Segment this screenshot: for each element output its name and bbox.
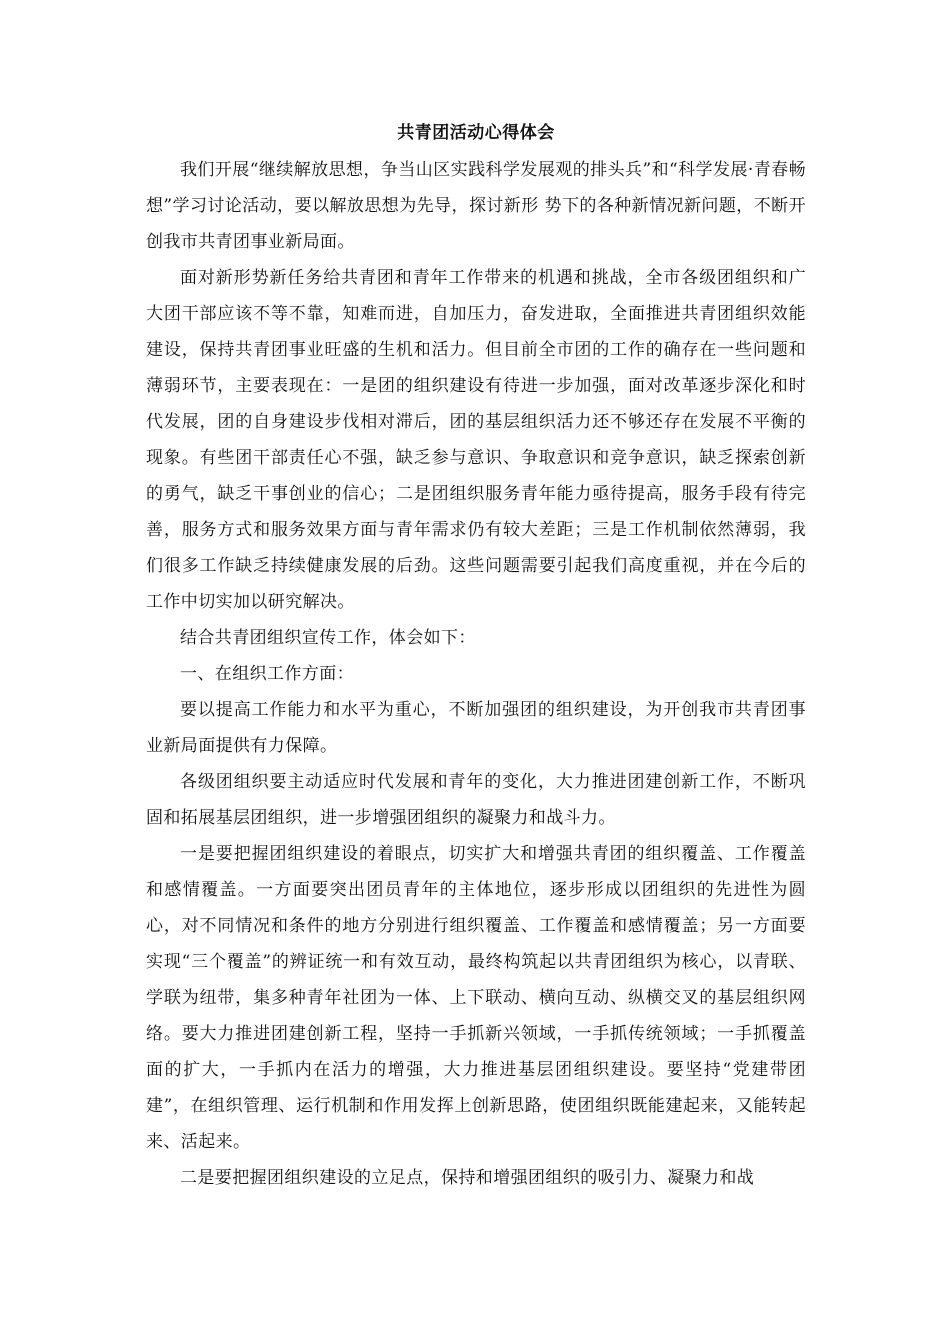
document-body [146,122,806,1196]
paragraph-3: 结合共青团组织宣传工作，体会如下： [180,628,476,648]
paragraph-6: 各级团组织要主动适应时代发展和青年的变化，大力推进团建创新工作，不断巩固和拓展基层团组织，进一步增强团组织的凝聚力和战斗力。 [146,772,806,828]
paragraph-5: 要以提高工作能力和水平为重心，不断加强团的组织建设，为开创我市共青团事业新局面提供有力保障。 [146,700,806,756]
paragraph-1: 我们开展“继续解放思想，争当山区实践科学发展观的排头兵”和“科学发展·青春畅想”学习讨论活动，要以解放思想为先导，探讨新形 势下的各种新情况新问题，不断开创我市共青团事业新局面。 [146,160,806,252]
paragraph-7: 一是要把握团组织建设的着眼点，切实扩大和增强共青团的组织覆盖、工作覆盖和感情覆盖。一方面要突出团员青年的主体地位，逐步形成以团组织的先进性为圆心，对不同情况和条件的地方分别进行组织覆盖、工作覆盖和感情覆盖；另一方面要实现“三个覆盖”的辨证统一和有效互动，最终构筑起以共青团组织为核心，以青联、学联为纽带，集多种青年社团为一体、上下联动、横向互动、纵横交叉的基层组织网络。要大力推进团建创新工程，坚持一手抓新兴领域，一手抓传统领域；一手抓覆盖面的扩大，一手抓内在活力的增强，大力推进基层团组织建设。要坚持“党建带团建”，在组织管理、运行机制和作用发挥上创新思路，使团组织既能建起来，又能转起来、活起来。 [146,844,806,1152]
section-heading-organization: 一、在组织工作方面： [180,664,354,684]
paragraph-2: 面对新形势新任务给共青团和青年工作带来的机遇和挑战，全市各级团组织和广大团干部应该不等不靠，知难而进，自加压力，奋发进取，全面推进共青团组织效能建设，保持共青团事业旺盛的生机和活力。但目前全市团的工作的确存在一些问题和薄弱环节，主要表现在：一是团的组织建设有待进一步加强，面对改革逐步深化和时代发展，团的自身建设步伐相对滞后，团的基层组织活力还不够还存在发展不平衡的现象。有些团干部责任心不强，缺乏参与意识、争取意识和竞争意识，缺乏探索创新的勇气，缺乏干事创业的信心；二是团组织服务青年能力亟待提高，服务手段有待完善，服务方式和服务效果方面与青年需求仍有较大差距；三是工作机制依然薄弱，我们很多工作缺乏持续健康发展的后劲。这些问题需要引起我们高度重视，并在今后的工作中切实加以研究解决。 [146,268,806,612]
paragraph-8: 二是要把握团组织建设的立足点，保持和增强团组织的吸引力、凝聚力和战 [180,1168,755,1188]
document-title: 共青团活动心得体会 [397,123,555,143]
